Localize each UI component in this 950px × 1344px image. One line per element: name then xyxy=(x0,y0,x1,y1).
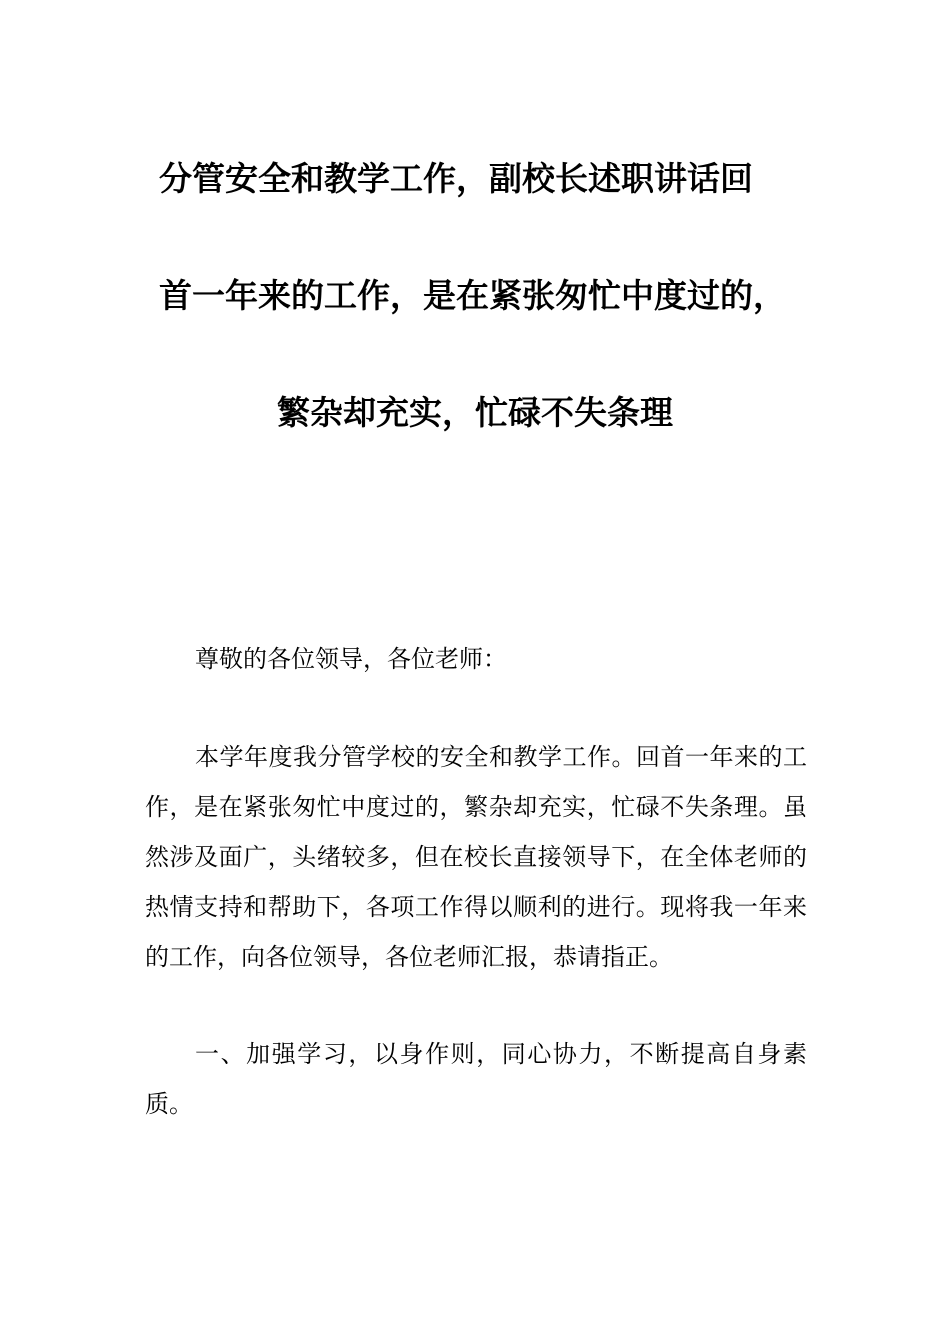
document-title xyxy=(145,150,805,501)
document-body xyxy=(145,634,807,1176)
section-heading-1: 一、加强学习，以身作则，同心协力，不断提高自身素质。 xyxy=(145,1040,807,1118)
title-line-3: 繁杂却充实，忙碌不失条理 xyxy=(277,393,673,432)
title-line-2: 首一年来的工作，是在紧张匆忙中度过的， xyxy=(159,276,786,315)
greeting-paragraph: 尊敬的各位领导，各位老师： xyxy=(195,645,507,673)
title-line-1: 分管安全和教学工作，副校长述职讲话回 xyxy=(159,159,753,198)
body-paragraph-intro: 本学年度我分管学校的安全和教学工作。回首一年来的工作，是在紧张匆忙中度过的，繁杂却充实，忙碌不失条理。虽然涉及面广，头绪较多，但在校长直接领导下，在全体老师的热情支持和帮助下，各项工作得以顺利的进行。现将我一年来的工作，向各位领导，各位老师汇报，恭请指正。 xyxy=(145,743,807,971)
